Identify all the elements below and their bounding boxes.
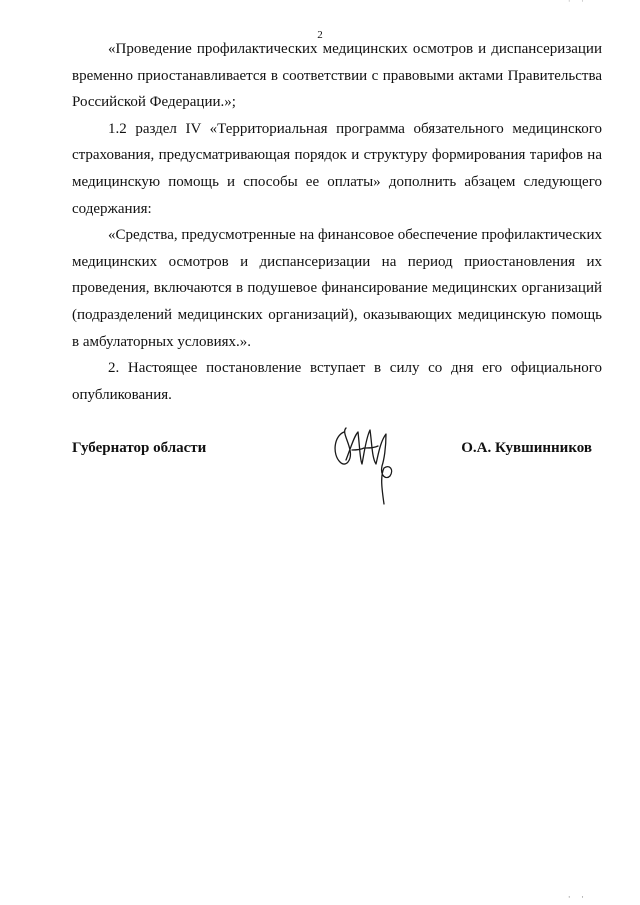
paragraph-effective-date: 2. Настоящее постановление вступает в силу со дня его официального опубликования.: [72, 360, 602, 403]
body-text: [72, 36, 602, 408]
paragraph-quote-suspension: «Проведение профилактических медицинских осмотров и диспансеризации временно приостанавливается в соответствии с правовыми актами Правительства Российской Федерации.»;: [72, 41, 602, 111]
corner-marks-bottom: · ·: [567, 892, 588, 902]
signatory-position: Губернатор области: [72, 440, 207, 456]
handwritten-signature: [330, 420, 410, 515]
paragraph-quote-funding: «Средства, предусмотренные на финансовое обеспечение профилактических медицинских осмотров и диспансеризации на период приостановления их проведения, включаются в подушевое финансирование медицинских организаций (подразделений медицинских организаций), оказывающих медицинскую помощь в амбулаторных условиях.».: [72, 227, 602, 350]
paragraph-amendment-section-iv: 1.2 раздел IV «Территориальная программа обязательного медицинского страхования, предусматривающая порядок и структуру формирования тарифов на медицинскую помощь и способы ее оплаты» дополнить абзацем следующего содержания:: [72, 120, 602, 217]
page-number: 2: [317, 29, 323, 41]
signatory-name: О.А. Кувшинников: [461, 440, 592, 456]
corner-marks-top: · ·: [567, 0, 588, 6]
